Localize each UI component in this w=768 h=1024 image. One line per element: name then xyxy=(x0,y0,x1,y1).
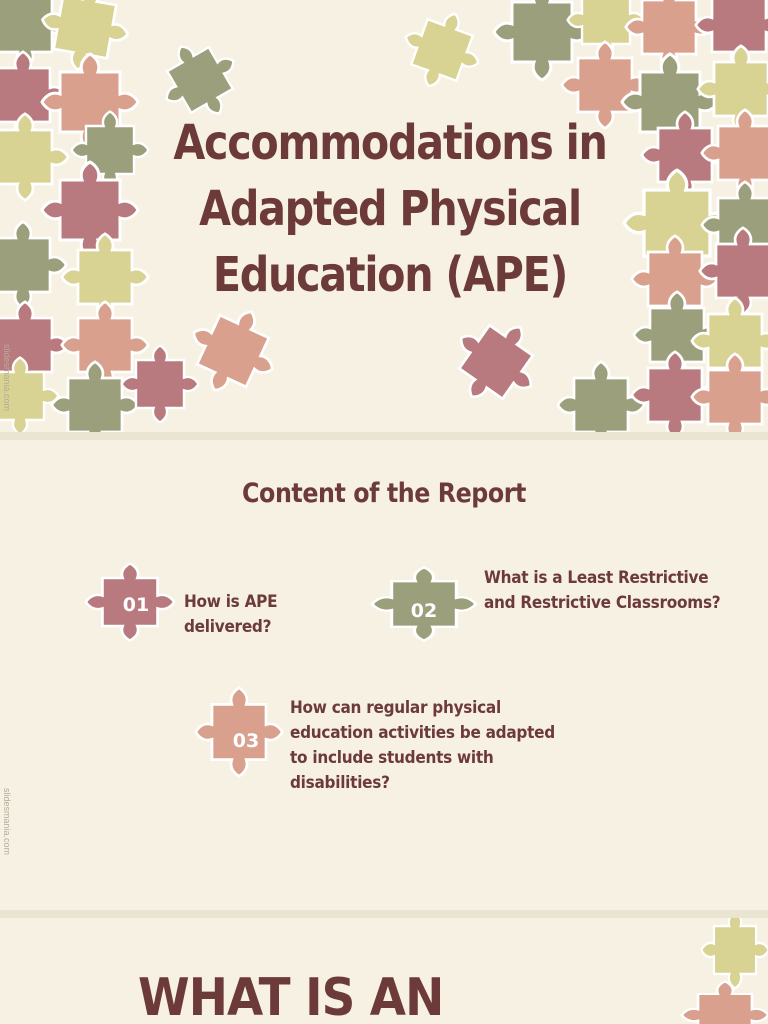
puzzle-piece-icon xyxy=(435,301,558,424)
item-02-number: 02 xyxy=(410,600,438,622)
slide-divider xyxy=(0,432,768,440)
item-01-text: How is APE delivered? xyxy=(184,592,278,637)
definition-slide xyxy=(0,918,768,1024)
item-01-number: 01 xyxy=(122,594,150,616)
title-line-2: Adapted Physical xyxy=(199,181,581,237)
puzzle-piece-icon xyxy=(680,980,768,1024)
title-slide xyxy=(0,0,768,432)
item-03-number: 03 xyxy=(232,730,260,752)
watermark: slidesmania.com xyxy=(2,788,12,856)
slide-divider xyxy=(0,910,768,918)
item-03-text: How can regular physical education activities be adapted to include students with disabilities? xyxy=(290,698,555,793)
item-02-text: What is a Least Restrictive and Restrictive Classrooms? xyxy=(484,568,721,613)
definition-heading: WHAT IS AN xyxy=(138,968,444,1024)
puzzle-piece-icon xyxy=(391,0,494,101)
contents-heading: Content of the Report xyxy=(242,478,526,509)
contents-slide xyxy=(0,440,768,910)
title-line-1: Accommodations in xyxy=(173,115,607,171)
puzzle-piece-icon xyxy=(690,352,768,432)
title-line-3: Education (APE) xyxy=(212,247,568,303)
puzzle-piece-icon xyxy=(0,220,68,310)
watermark: slidesmania.com xyxy=(2,344,12,412)
slide-title xyxy=(158,110,622,308)
